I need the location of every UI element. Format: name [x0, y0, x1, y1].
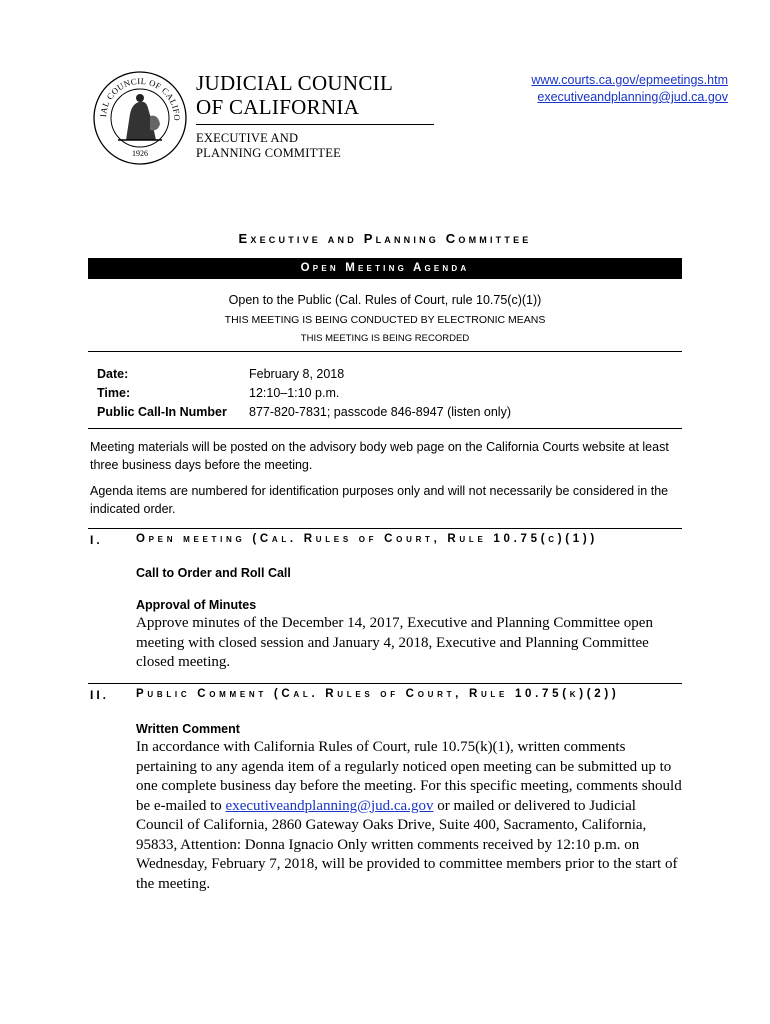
- committee-subtitle-line2: PLANNING COMMITTEE: [196, 146, 341, 160]
- meta-top-rule: [88, 351, 682, 352]
- comment-email-link[interactable]: executiveandplanning@jud.ca.gov: [225, 797, 434, 814]
- header-divider: [196, 124, 434, 125]
- open-to-public-line: Open to the Public (Cal. Rules of Court, rule 10.75(c)(1)): [228, 293, 542, 307]
- written-comment-text-1: In accordance with California Rules of Court, rule 10.75(k)(1), written comments pertaining to any agenda item of a regularly noticed open meeting can be submitted up to one complete business day before the meeting. For this specific meeting, comments should be e-mailed to: [136, 739, 682, 814]
- committee-subtitle-line1: EXECUTIVE AND: [196, 131, 299, 145]
- section-1-rule: [88, 528, 682, 529]
- org-name: [196, 71, 393, 119]
- section-1-title: Open meeting (Cal. Rules of Court, Rule 10.75(c)(1)): [136, 533, 598, 545]
- committee-heading: [0, 231, 770, 246]
- meta-bottom-rule: [88, 428, 682, 429]
- org-name-line2: OF CALIFORNIA: [196, 95, 360, 119]
- header-links: [531, 72, 728, 106]
- numbering-paragraph: Agenda items are numbered for identification purposes only and will not necessarily be considered in the indicated order.: [90, 484, 669, 516]
- agenda-banner: [88, 258, 682, 279]
- recorded-line: THIS MEETING IS BEING RECORDED: [300, 333, 470, 344]
- call-in-label: Public Call-In Number: [97, 405, 227, 419]
- section-2-title: Public Comment (Cal. Rules of Court, Rule 10.75(k)(2)): [136, 688, 620, 700]
- call-in-value: 877-820-7831; passcode 846-8947 (listen only): [249, 405, 511, 419]
- judicial-council-seal-logo: [92, 70, 188, 166]
- materials-paragraph: Meeting materials will be posted on the advisory body web page on the California Courts website at least three business days before the meeting.: [90, 440, 669, 472]
- section-2-number: II.: [90, 688, 110, 702]
- approval-of-minutes-heading: Approval of Minutes: [136, 598, 257, 612]
- agenda-banner-text: Open Meeting Agenda: [300, 262, 470, 274]
- time-label: Time:: [97, 386, 131, 400]
- committee-heading-text: Executive and Planning Committee: [238, 231, 532, 246]
- electronic-means-line: THIS MEETING IS BEING CONDUCTED BY ELECTRONIC MEANS: [224, 314, 546, 326]
- section-1-number: I.: [90, 533, 103, 547]
- committee-subtitle: [196, 131, 341, 161]
- time-value: 12:10–1:10 p.m.: [249, 386, 340, 400]
- email-link[interactable]: executiveandplanning@jud.ca.gov: [537, 90, 728, 104]
- svg-text:1926: 1926: [132, 149, 148, 158]
- org-name-line1: JUDICIAL COUNCIL: [196, 71, 394, 95]
- approval-of-minutes-body: Approve minutes of the December 14, 2017, Executive and Planning Committee open meeting with closed session and January 4, 2018, Executive and Planning Committee closed meeting.: [136, 615, 653, 670]
- date-value: February 8, 2018: [249, 367, 345, 381]
- epmeetings-link[interactable]: www.courts.ca.gov/epmeetings.htm: [531, 73, 728, 87]
- section-2-rule: [88, 683, 682, 684]
- written-comment-body: [136, 738, 686, 894]
- written-comment-text-2: or mailed or delivered to Judicial Council of California, 2860 Gateway Oaks Drive, Suite 400, Sacramento, California, 95833, Attention: Donna Ignacio Only written comments received by 12:10 p.m. on Wednesday, February 7, 2018, will be provided to committee members prior to the start of the meeting.: [136, 797, 678, 892]
- date-label: Date:: [97, 367, 129, 381]
- call-to-order-heading: Call to Order and Roll Call: [136, 566, 291, 580]
- svg-text:JUDICIAL COUNCIL OF CALIFORNIA: IAL COUNCIL OF CALIFO: [97, 75, 183, 122]
- written-comment-heading: Written Comment: [136, 722, 240, 736]
